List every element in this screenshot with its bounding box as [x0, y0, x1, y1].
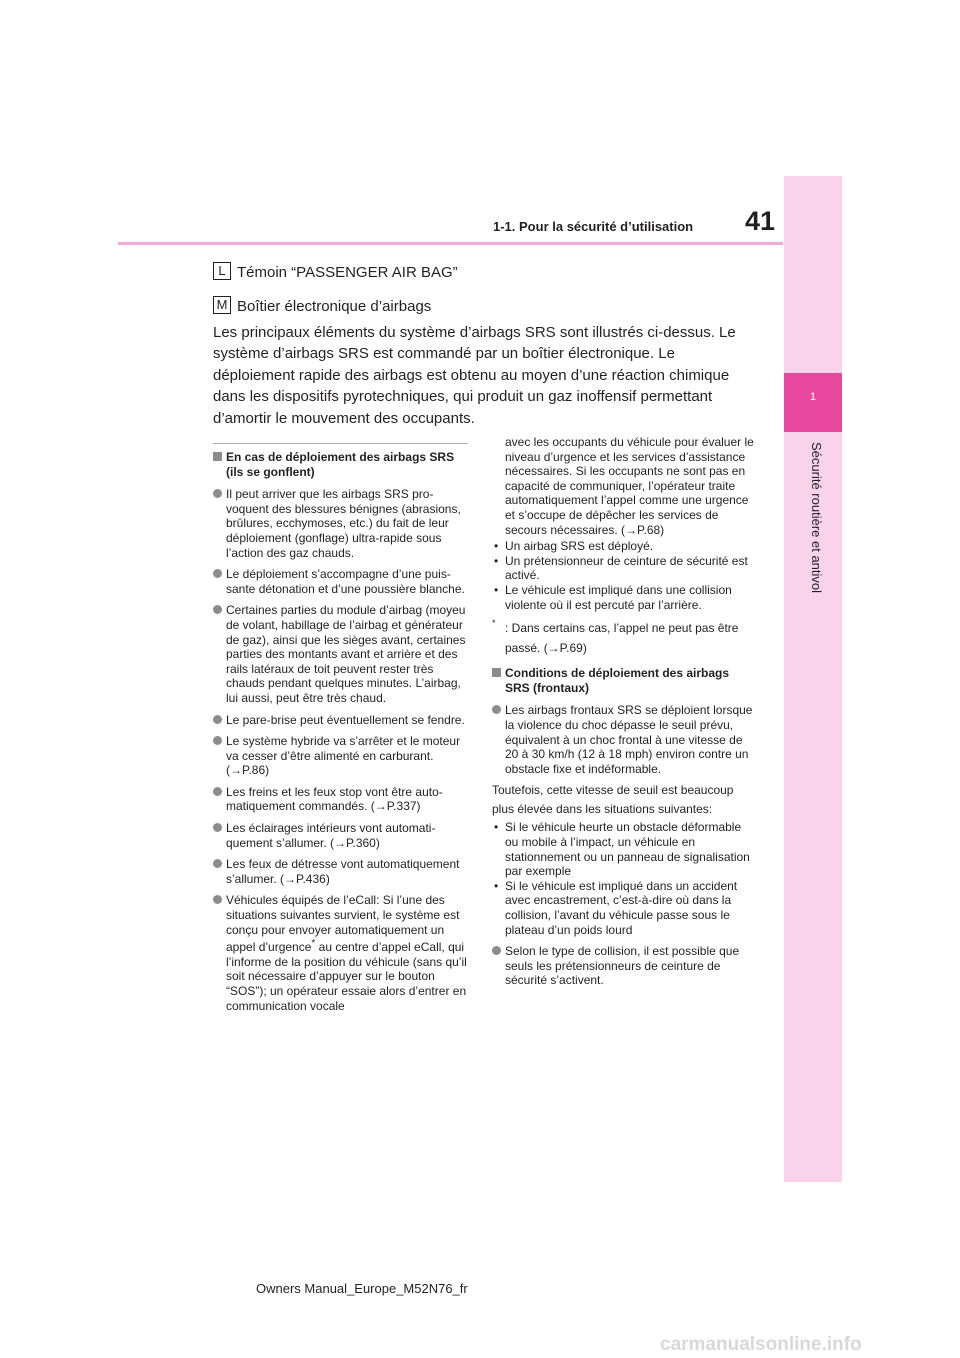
chapter-label: Sécurité routière et antivol: [809, 442, 824, 594]
footer-text: Owners Manual_Europe_M52N76_fr: [256, 1281, 468, 1296]
list-item: [213, 734, 468, 778]
bullet-text: Le système hybride va s’arrêter et le moteur va cesser d’être alimenté en carburant. (→P.86): [226, 734, 461, 778]
left-column: [213, 443, 468, 1020]
circle-bullet-icon: [213, 715, 222, 724]
circle-bullet-icon: [213, 736, 222, 745]
footnote-marker: *: [492, 618, 496, 629]
circle-bullet-icon: [213, 787, 222, 796]
list-item: [492, 703, 755, 776]
bullet-text: Selon le type de collision, il est possible que seuls les prétensionneurs de ceinture de sécurité s’activent.: [505, 944, 740, 988]
sub-list-item: • Un airbag SRS est déployé.: [492, 539, 755, 554]
header-rule: [118, 242, 783, 245]
list-item-ecall: [213, 893, 468, 1013]
list-item: [213, 603, 468, 705]
circle-bullet-icon: [213, 895, 222, 904]
list-item: [213, 785, 468, 814]
footnote-text: : Dans certains cas, l’appel ne peut pas être passé. (→P.69): [505, 621, 739, 656]
circle-bullet-icon: [492, 946, 501, 955]
chapter-tab-strip: [784, 176, 842, 1182]
bullet-text: Les airbags frontaux SRS se déploient lorsque la violence du choc dépasse le seuil prévu, équivalent à un choc frontal à une vitesse de 20 à 30 km/h (12 à 18 mph) environ contre un obstacle fixe et indéformable.: [505, 703, 753, 776]
list-item: [213, 821, 468, 850]
key-label-m: M: [213, 296, 231, 314]
square-bullet-icon: [213, 452, 222, 461]
section-heading-deployment: [213, 450, 468, 479]
footnote-marker: *: [311, 938, 316, 950]
bullet-text: au centre d’appel eCall, qui l’informe de la position du véhicule (sans qu’il soit nécessaire d’appuyer sur le bouton “SOS”); un opérateur essaie alors d’entrer en communication vocale: [226, 940, 467, 1013]
heading-text: En cas de déploiement des airbags SRS (ils se gonflent): [226, 450, 455, 479]
page-number: 41: [745, 206, 776, 236]
section-divider: [213, 443, 468, 444]
bullet-text: Véhicules équipés de l’eCall: Si l’une des situations suivantes survient, le système est conçu pour envoyer automatiquement un appel d’urgence: [226, 893, 460, 955]
circle-bullet-icon: [213, 489, 222, 498]
circle-bullet-icon: [492, 705, 501, 714]
legend-text-l: Témoin “PASSENGER AIR BAG”: [237, 264, 458, 281]
paragraph: Toutefois, cette vitesse de seuil est beaucoup: [492, 783, 734, 798]
circle-bullet-icon: [213, 569, 222, 578]
circle-bullet-icon: [213, 605, 222, 614]
bullet-text: Les freins et les feux stop vont être automatiquement commandés. (→P.337): [226, 784, 443, 814]
list-item: [492, 944, 755, 988]
legend-text-m: Boîtier électronique d’airbags: [237, 298, 432, 315]
intro-paragraph: Les principaux éléments du système d’airbags SRS sont illustrés ci-dessus. Le système d’airbags SRS est commandé par un boîtier électronique. Le déploiement rapide des airbags est obtenu au moyen d’une réaction chimique dans les dispositifs pyrotechniques, qui produit un gaz inoffensif permettant d’amortir le mouvement des occupants.: [213, 324, 736, 427]
circle-bullet-icon: [213, 859, 222, 868]
sub-list-item: • Si le véhicule est impliqué dans un accident avec encastrement, c’est-à-dire où dans la collision, l’avant du véhicule passe sous le plateau d’un poids lourd: [492, 879, 755, 937]
key-label-l: L: [213, 262, 231, 280]
legend-item-l: [213, 262, 458, 281]
continuation-text: avec les occupants du véhicule pour évaluer le niveau d’urgence et les services d’assistance nécessaires. Si les occupants ne sont pas en capacité de communiquer, l’opérateur traite automatiquement l’appel comme une urgence et s’occupe de dépêcher les services de secours nécessaires. (→P.68): [505, 435, 754, 537]
paragraph: plus élevée dans les situations suivantes:: [492, 801, 713, 816]
list-item: [213, 713, 468, 728]
heading-text: Conditions de déploiement des airbags SRS (frontaux): [505, 666, 730, 695]
footnote: [492, 618, 755, 658]
right-column: [492, 435, 755, 995]
watermark: carmanualsonline.info: [660, 1334, 862, 1355]
square-bullet-icon: [492, 668, 501, 677]
sub-list-item: • Un prétensionneur de ceinture de sécurité est activé.: [492, 554, 755, 583]
bullet-text: Il peut arriver que les airbags SRS provoquent des blessures bénignes (abrasions, brûlures, ecchymoses, etc.) du fait de leur déploiement (gonflage) ultra-rapide sous l’action des gaz chauds.: [226, 487, 461, 560]
bullet-text: Les feux de détresse vont automatiquement s’allumer. (→P.436): [226, 857, 460, 886]
bullet-text: Le déploiement s’accompagne d’une puissante détonation et d’une poussière blanche.: [226, 567, 465, 596]
sub-list-item: • Si le véhicule heurte un obstacle déformable ou mobile à l’impact, un véhicule en stationnement ou un panneau de signalisation par exemple: [492, 820, 755, 878]
section-heading-conditions: [492, 666, 755, 695]
list-item: [213, 857, 468, 886]
bullet-text: Les éclairages intérieurs vont automatiquement s’allumer. (→P.360): [226, 821, 436, 850]
legend-item-m: [213, 296, 431, 315]
section-title: 1-1. Pour la sécurité d’utilisation: [493, 219, 694, 234]
list-item: [213, 487, 468, 560]
bullet-text: Certaines parties du module d’airbag (moyeu de volant, habillage de l’airbag et générateur de gaz), ainsi que les sièges avant, certaines parties des montants avant et arrière et des rails latéraux de toit peuvent rester très chauds pendant quelques minutes. L’airbag, lui aussi, peut être très chaud.: [226, 603, 466, 705]
sub-list-item: • Le véhicule est impliqué dans une collision violente où il est percuté par l’arrière.: [492, 583, 755, 612]
chapter-number: 1: [809, 391, 817, 403]
list-item: [213, 567, 468, 596]
circle-bullet-icon: [213, 823, 222, 832]
bullet-text: Le pare-brise peut éventuellement se fendre.: [226, 712, 465, 727]
